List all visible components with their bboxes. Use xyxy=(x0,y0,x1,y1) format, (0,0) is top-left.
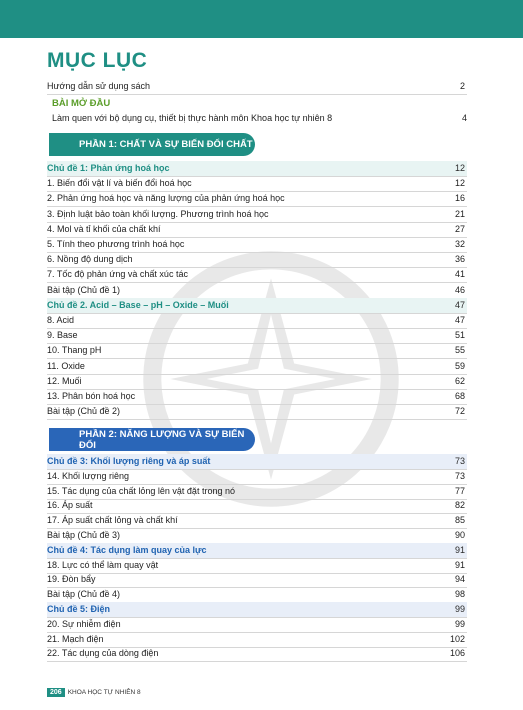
toc-entry-page: 98 xyxy=(454,589,465,600)
toc-entry-row xyxy=(47,252,467,267)
toc-entry-page: 99 xyxy=(454,604,465,614)
toc-entry-page: 99 xyxy=(454,618,465,629)
toc-entry-page: 55 xyxy=(454,345,465,356)
toc-entry-page: 12 xyxy=(454,163,465,173)
toc-entry-page: 85 xyxy=(454,515,465,526)
toc-entry-row xyxy=(47,359,467,374)
toc-entry-page: 41 xyxy=(454,269,465,280)
toc-entry-row xyxy=(47,528,467,543)
toc-entry-row xyxy=(47,207,467,222)
toc-entry-label: 14. Khối lượng riêng xyxy=(47,470,129,481)
toc-entry-label: 6. Nồng độ dung dịch xyxy=(47,254,133,265)
toc-entry-label: Chủ đề 5: Điện xyxy=(47,604,111,614)
toc-topic-row xyxy=(47,602,467,617)
toc-entry-row xyxy=(47,267,467,282)
footer-book-title: KHOA HỌC TỰ NHIÊN 8 xyxy=(67,689,141,696)
toc-entry-page: 12 xyxy=(454,178,465,189)
row-divider xyxy=(47,419,467,420)
toc-entry-label: Bài tập (Chủ đề 3) xyxy=(47,530,121,540)
toc-entry-page: 47 xyxy=(454,299,465,310)
toc-entry-label: 17. Áp suất chất lỏng và chất khí xyxy=(47,515,178,526)
row-divider xyxy=(47,661,467,662)
toc-entry-label: 7. Tốc độ phản ứng và chất xúc tác xyxy=(47,269,188,280)
toc-entry-page: 77 xyxy=(454,485,465,496)
toc-entry-label: 4. Mol và tỉ khối của chất khí xyxy=(47,223,161,234)
toc-entry-label: Chủ đề 1: Phản ứng hoá học xyxy=(47,163,170,173)
toc-entry-page: 82 xyxy=(454,500,465,511)
toc-entry-row xyxy=(47,79,467,94)
toc-entry-row xyxy=(47,191,467,206)
part-1-title: PHẦN 1: CHẤT VÀ SỰ BIẾN ĐỔI CHẤT xyxy=(79,139,253,150)
toc-entry-label: 12. Muối xyxy=(47,375,82,386)
toc-entry-row xyxy=(47,617,467,632)
toc-entry-page: 73 xyxy=(454,456,465,466)
toc-entry-label: 1. Biến đổi vật lí và biến đổi hoá học xyxy=(47,178,192,189)
toc-entry-label: Chủ đề 2. Acid – Base – pH – Oxide – Muối xyxy=(47,299,229,310)
toc-entry-label: 5. Tính theo phương trình hoá học xyxy=(47,239,185,249)
page-footer xyxy=(47,688,141,697)
toc-entry-row xyxy=(47,513,467,528)
toc-entry-page: 21 xyxy=(454,208,465,219)
toc-entry-page: 91 xyxy=(454,544,465,555)
toc-entry-page: 62 xyxy=(454,375,465,386)
toc-entry-label: 13. Phân bón hoá học xyxy=(47,391,136,401)
toc-topic-row xyxy=(47,454,467,469)
toc-entry-label: 9. Base xyxy=(47,330,78,341)
toc-entry-label: 11. Oxide xyxy=(47,360,85,371)
toc-entry-row xyxy=(47,374,467,389)
toc-entry-label: Chủ đề 3: Khối lượng riêng và áp suất xyxy=(47,456,211,466)
footer-page-number: 206 xyxy=(47,688,65,697)
toc-entry-row xyxy=(47,632,467,647)
toc-topic-row xyxy=(47,543,467,558)
toc-entry-label: 20. Sự nhiễm điện xyxy=(47,618,121,629)
toc-entry-page: 36 xyxy=(454,254,465,265)
toc-entry-page: 72 xyxy=(454,406,465,417)
toc-entry-row xyxy=(47,222,467,237)
toc-entry-row xyxy=(47,328,467,343)
intro-entry-label: Làm quen với bộ dụng cụ, thiết bị thực hành môn Khoa học tự nhiên 8 xyxy=(52,113,333,123)
toc-entry-label: 2. Phản ứng hoá học và năng lượng của phản ứng hoá học xyxy=(47,193,285,204)
toc-entry-page: 32 xyxy=(454,239,465,249)
toc-entry-page: 90 xyxy=(454,530,465,540)
part-2-banner xyxy=(49,428,255,451)
part-1-banner xyxy=(49,133,255,156)
toc-entry-page: 106 xyxy=(449,648,465,659)
toc-entry-page: 27 xyxy=(454,223,465,234)
toc-entry-row xyxy=(47,587,467,602)
toc-entry-label: Hướng dẫn sử dụng sách xyxy=(47,81,151,91)
toc-entry-row xyxy=(47,572,467,587)
toc-entry-page: 91 xyxy=(454,559,465,570)
toc-entry-label: Bài tập (Chủ đề 1) xyxy=(47,284,121,295)
toc-entry-row xyxy=(47,498,467,513)
toc-entry-page: 59 xyxy=(454,360,465,371)
toc-entry-row xyxy=(47,558,467,573)
toc-entry-row xyxy=(47,484,467,499)
toc-entry-page: 94 xyxy=(454,574,465,585)
toc-topic-row xyxy=(47,161,467,176)
toc-entry-label: 15. Tác dụng của chất lỏng lên vật đặt trong nó xyxy=(47,485,235,496)
toc-entry-row xyxy=(47,389,467,404)
toc-entry-label: Chủ đề 4: Tác dụng làm quay của lực xyxy=(47,544,207,555)
toc-entry-page: 46 xyxy=(454,284,465,295)
toc-entry-label: 18. Lực có thể làm quay vật xyxy=(47,559,159,570)
toc-entry-label: Bài tập (Chủ đề 4) xyxy=(47,589,121,600)
toc-entry-row xyxy=(47,646,467,661)
toc-entry-label: 22. Tác dụng của dòng điện xyxy=(47,648,159,659)
toc-entry-label: 19. Đòn bẩy xyxy=(47,574,96,585)
toc-entry-page: 16 xyxy=(454,193,465,204)
toc-entry-row xyxy=(47,237,467,252)
header-band xyxy=(0,0,523,38)
toc-entry-label: Bài tập (Chủ đề 2) xyxy=(47,406,121,417)
toc-entry-row xyxy=(47,404,467,419)
toc-entry-page: 2 xyxy=(459,81,465,91)
toc-entry-row xyxy=(47,469,467,484)
toc-entry-label: 10. Thang pH xyxy=(47,345,102,356)
toc-entry-label: 16. Áp suất xyxy=(47,500,93,511)
toc-entry-page: 68 xyxy=(454,391,465,401)
toc-entry-page: 73 xyxy=(454,470,465,481)
toc-entry-page: 51 xyxy=(454,330,465,341)
toc-entry-row xyxy=(47,313,467,328)
toc-entry-label: 8. Acid xyxy=(47,315,75,325)
part-2-title: PHẦN 2: NĂNG LƯỢNG VÀ SỰ BIẾN ĐỔI xyxy=(79,428,245,451)
toc-entry-label: 3. Định luật bảo toàn khối lượng. Phương trình hoá học xyxy=(47,208,269,219)
toc-entry-row xyxy=(47,283,467,298)
toc-entry-row xyxy=(47,343,467,358)
toc-entry-label: 21. Mạch điện xyxy=(47,633,104,644)
toc-entry-page: 102 xyxy=(449,633,465,644)
toc-entry-page: 47 xyxy=(454,315,465,325)
row-divider xyxy=(47,94,467,95)
intro-heading: BÀI MỞ ĐẦU xyxy=(52,98,111,109)
page-title: MỤC LỤC xyxy=(47,49,148,72)
intro-entry xyxy=(52,113,467,123)
intro-entry-page: 4 xyxy=(461,113,467,123)
toc-entry-row xyxy=(47,176,467,191)
toc-topic-row xyxy=(47,298,467,313)
